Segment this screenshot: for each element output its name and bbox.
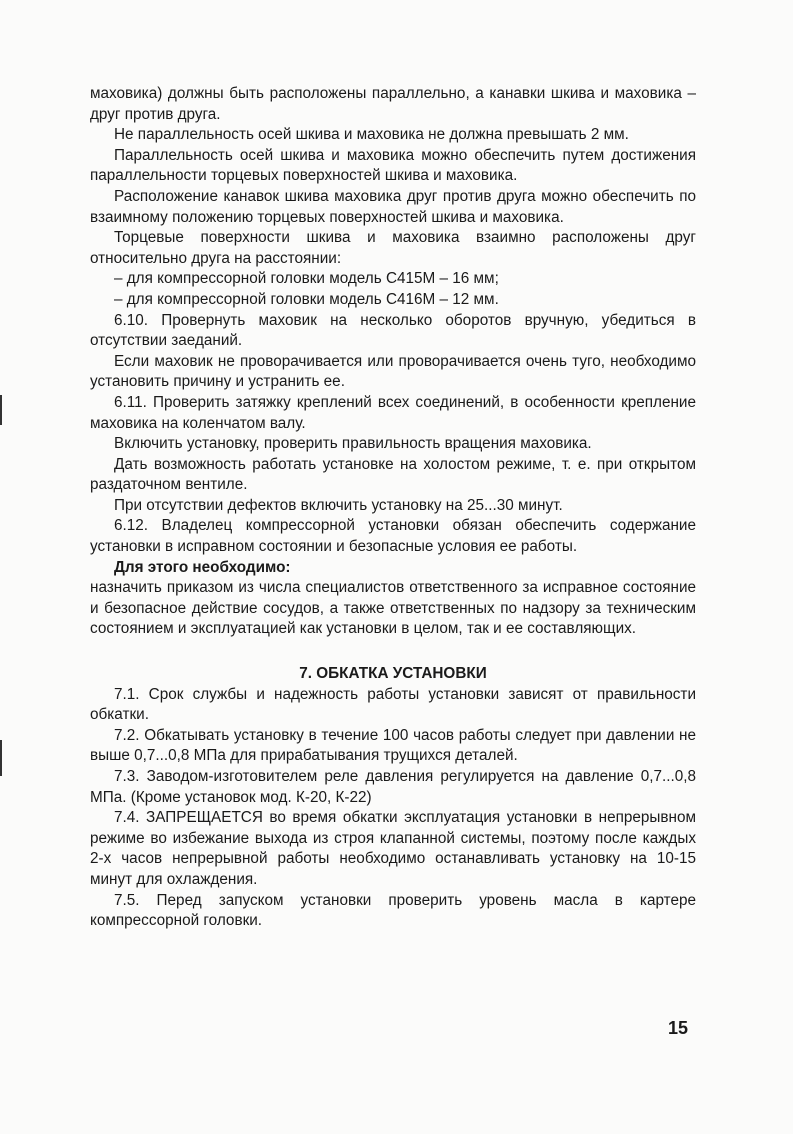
paragraph: 7.3. Заводом-изготовителем реле давления регулируется на давление 0,7...0,8 МПа. (Кроме установок мод. К-20, К-22) [90, 768, 696, 806]
list-item: – для компрессорной головки модель С415М – 16 мм; [114, 270, 499, 288]
paragraph: Включить установку, проверить правильность вращения маховика. [114, 435, 592, 453]
paragraph: 6.11. Проверить затяжку креплений всех соединений, в особенности крепление маховика на коленчатом валу. [90, 393, 696, 432]
document-body [90, 84, 696, 932]
list-item: – для компрессорной головки модель С416М – 12 мм. [114, 290, 499, 308]
paragraph: Параллельность осей шкива и маховика можно обеспечить путем достижения параллельности торцевых поверхностей шкива и маховика. [90, 146, 696, 185]
paragraph: 7.4. ЗАПРЕЩАЕТСЯ во время обкатки эксплуатация установки в непрерывном режиме во избежание выхода из строя клапанной системы, поэтому после каждых 2-х часов непрерывной работы необходимо останавливать установку на 10-15 минут для охлаждения. [90, 809, 696, 888]
paragraph: маховика) должны быть расположены параллельно, а канавки шкива и маховика – друг против друга. [90, 85, 696, 123]
paragraph: Расположение канавок шкива маховика друг против друга можно обеспечить по взаимному положению торцевых поверхностей шкива и маховика. [90, 187, 696, 226]
paragraph: Дать возможность работать установке на холостом режиме, т. е. при открытом раздаточном вентиле. [90, 455, 696, 494]
section-heading: 7. ОБКАТКА УСТАНОВКИ [299, 665, 487, 683]
scan-edge-mark [0, 740, 2, 776]
paragraph: 6.12. Владелец компрессорной установки обязан обеспечить содержание установки в исправном состоянии и безопасные условия ее работы. [90, 517, 696, 556]
paragraph: назначить приказом из числа специалистов ответственного за исправное состояние и безопасное действие сосудов, а также ответственных по надзору за техническим состоянием и эксплуатацией как установки в целом, так и ее составляющих. [90, 579, 696, 638]
paragraph-bold: Для этого необходимо: [114, 558, 291, 576]
paragraph: 6.10. Провернуть маховик на несколько оборотов вручную, убедиться в отсутствии заеданий. [90, 311, 696, 350]
scan-edge-mark [0, 395, 2, 425]
spacer [90, 640, 696, 664]
paragraph: Торцевые поверхности шкива и маховика взаимно расположены друг относительно друга на расстоянии: [90, 229, 696, 267]
paragraph: 7.1. Срок службы и надежность работы установки зависят от правильности обкатки. [90, 685, 696, 724]
paragraph: 7.2. Обкатывать установку в течение 100 часов работы следует при давлении не выше 0,7...0,8 МПа для прирабатывания трущихся деталей. [90, 726, 696, 765]
paragraph: Если маховик не проворачивается или проворачивается очень туго, необходимо установить причину и устранить ее. [90, 352, 696, 391]
paragraph: При отсутствии дефектов включить установку на 25...30 минут. [114, 496, 563, 514]
paragraph: 7.5. Перед запуском установки проверить уровень масла в картере компрессорной головки. [90, 891, 696, 930]
page-number: 15 [668, 1018, 689, 1038]
paragraph: Не параллельность осей шкива и маховика не должна превышать 2 мм. [114, 126, 629, 144]
